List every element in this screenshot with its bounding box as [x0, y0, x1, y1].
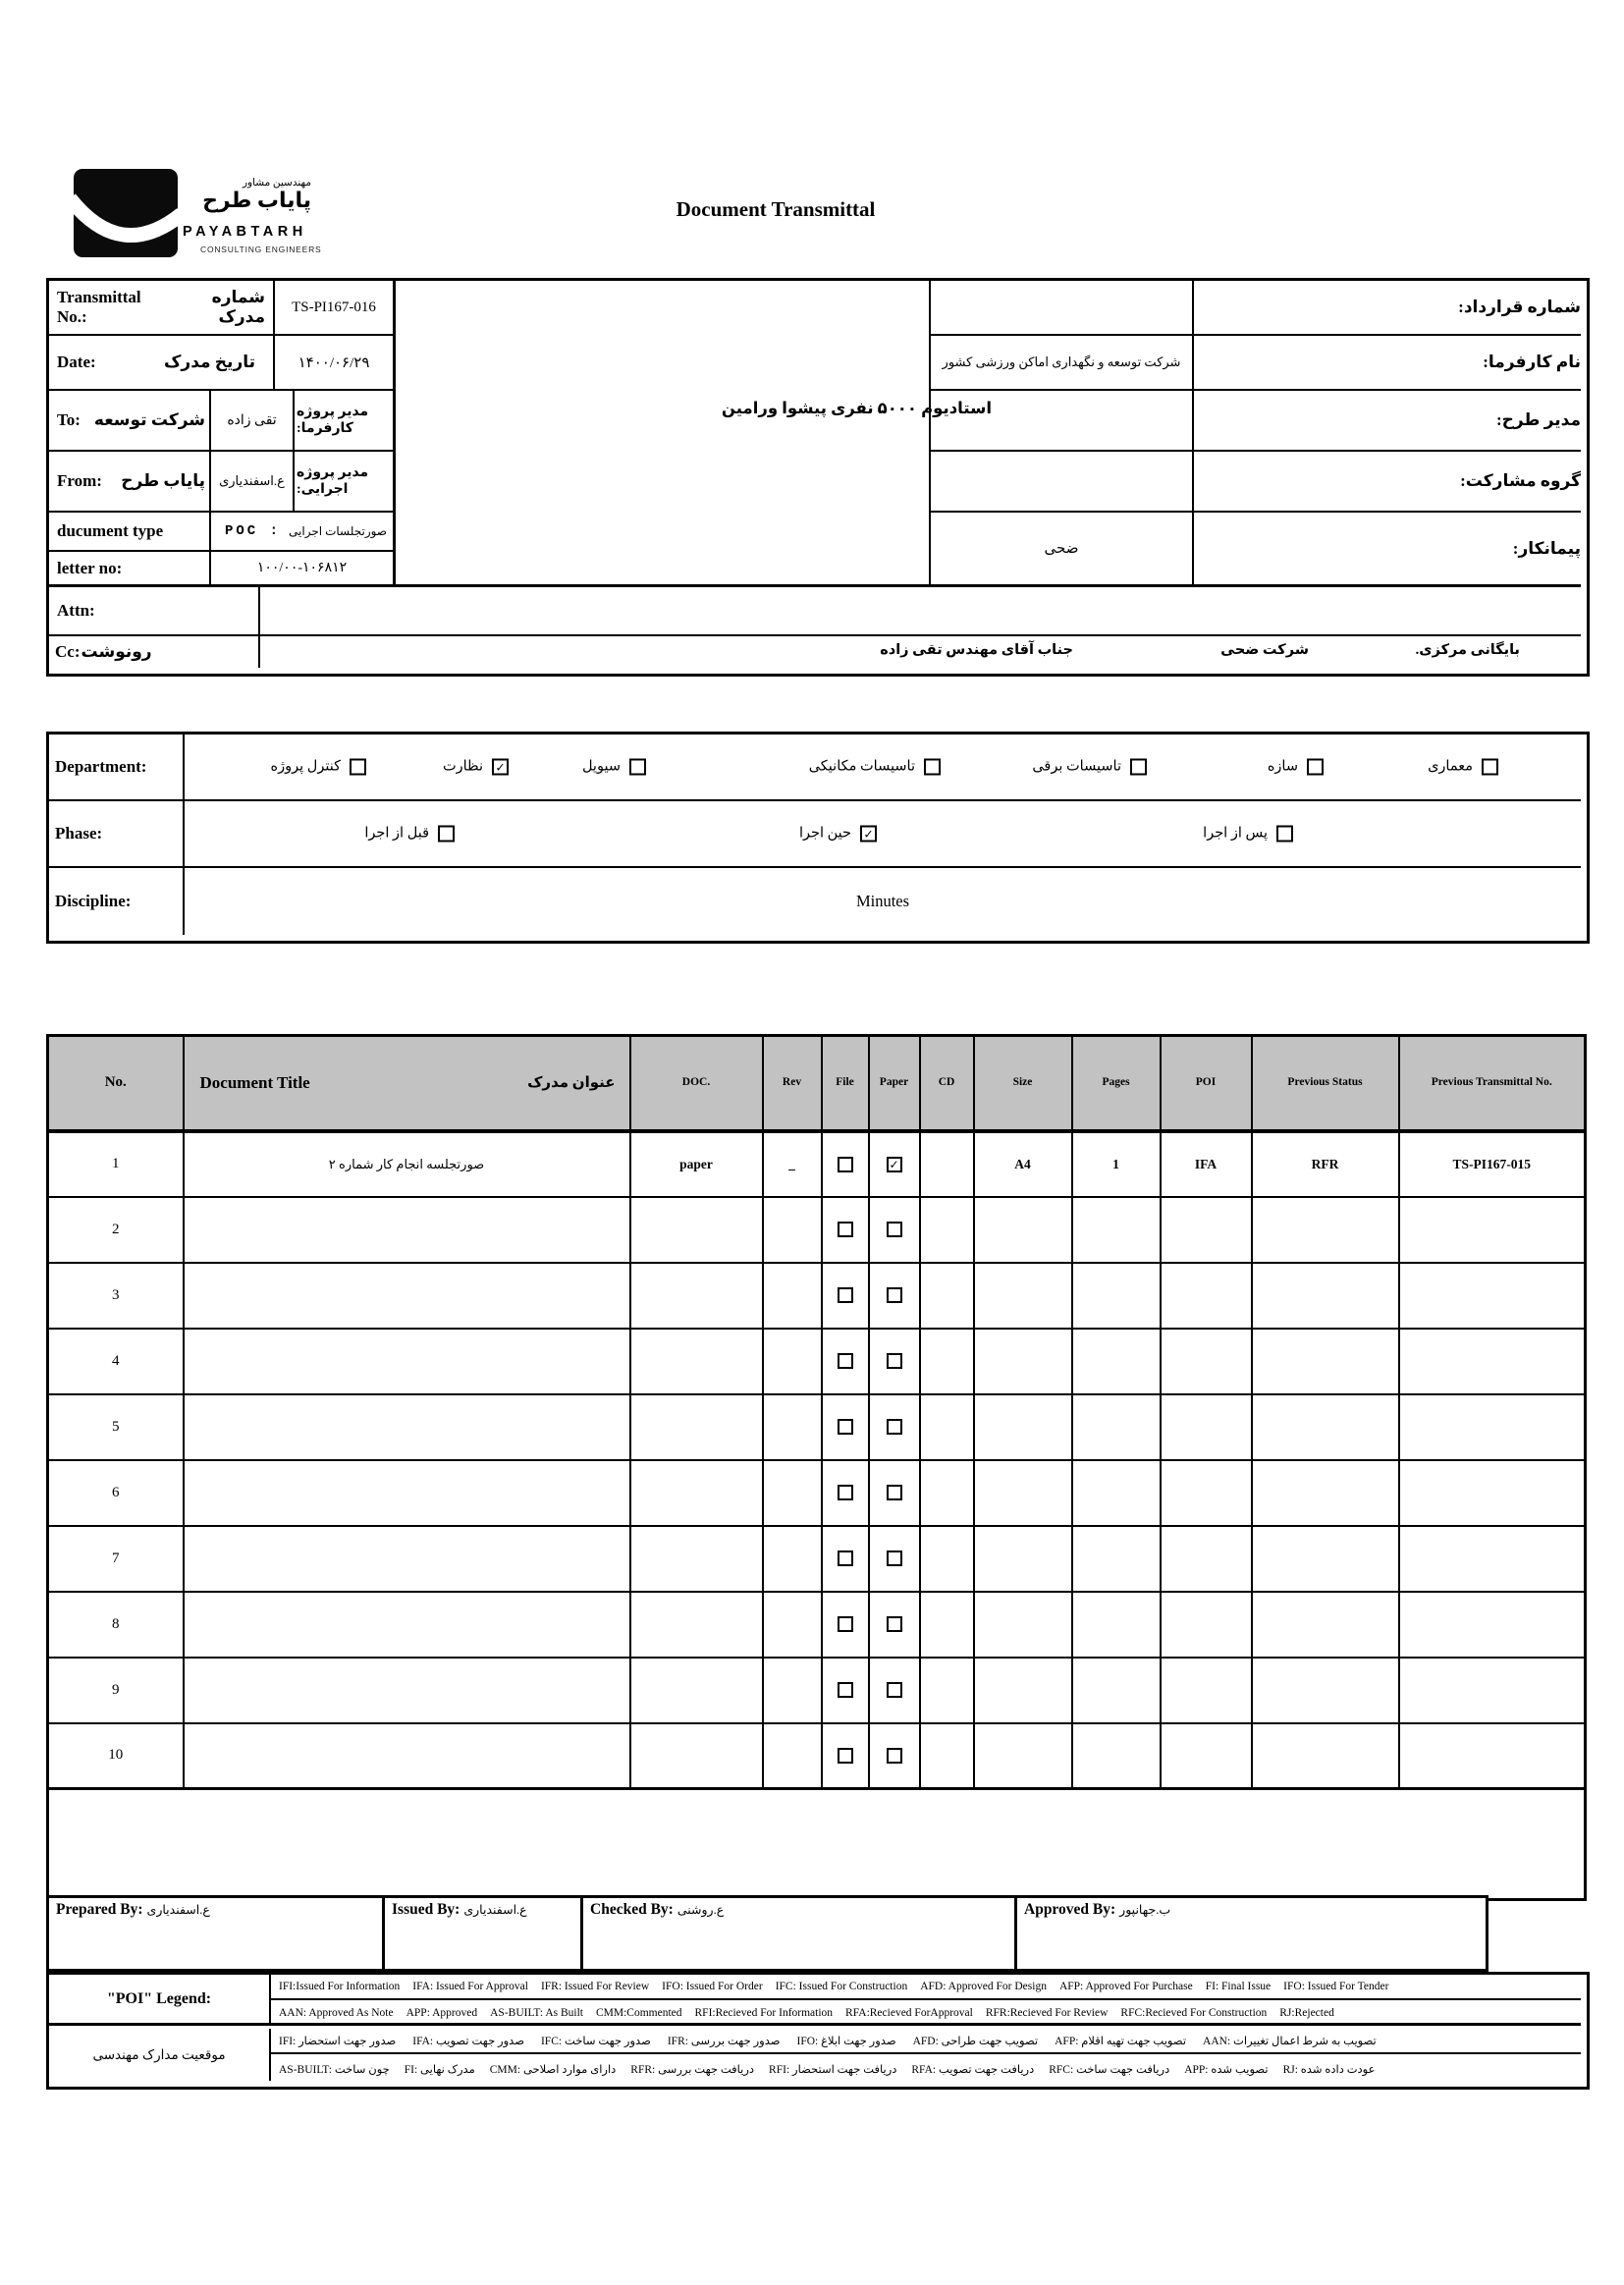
col-pages: Pages — [1072, 1036, 1161, 1131]
checked-by-box: Checked By: ع.روشنی — [580, 1895, 1017, 1972]
col-rev: Rev — [763, 1036, 822, 1131]
fa-legend-entry: IFR: صدور جهت بررسی — [667, 2036, 781, 2047]
poi-legend-entry: RFA:Recieved ForApproval — [845, 2006, 973, 2019]
col-doc: DOC. — [630, 1036, 763, 1131]
department-option — [1428, 759, 1498, 776]
poi-legend-entry: IFO: Issued For Tender — [1283, 1981, 1389, 1992]
department-checkbox[interactable] — [492, 759, 509, 776]
file-checkbox[interactable] — [838, 1748, 853, 1764]
table-row: 8 — [48, 1592, 1586, 1658]
fa-legend-entry: CMM: دارای موارد اصلاحی — [489, 2063, 617, 2076]
fa-legend-entry: IFI: صدور جهت استحضار — [279, 2036, 397, 2047]
phase-option — [1203, 826, 1293, 843]
department-checkbox[interactable] — [1130, 759, 1147, 776]
document-type-label: ducument type — [49, 513, 211, 552]
department-label: Department: — [49, 734, 185, 801]
file-checkbox[interactable] — [838, 1157, 853, 1172]
department-option — [582, 759, 646, 776]
transmittal-info-table — [46, 278, 1590, 677]
brand-en-tagline: CONSULTING ENGINEERS — [200, 245, 322, 254]
file-checkbox[interactable] — [838, 1287, 853, 1303]
file-checkbox[interactable] — [838, 1419, 853, 1435]
phase-checkbox[interactable] — [438, 826, 455, 843]
poi-legend-entry: CMM:Commented — [595, 2006, 682, 2019]
company-logo-icon — [74, 169, 178, 257]
table-row: 7 — [48, 1526, 1586, 1592]
col-cd: CD — [920, 1036, 974, 1131]
design-manager-label: مدیر طرح: — [1194, 391, 1581, 452]
department-checkbox[interactable] — [1482, 759, 1498, 776]
department-checkbox[interactable] — [350, 759, 366, 776]
table-row: 1 صورتجلسه انجام کار شماره ۲ paper _ ✓ A4 1 IFA RFR TS-PI167-015 — [48, 1131, 1586, 1197]
executive-pm-role-label: مدیر پروژه اجرایی: — [295, 452, 396, 513]
poi-legend-entry: AAN: Approved As Note — [279, 2006, 394, 2019]
transmittal-no-value: TS-PI167-016 — [275, 281, 396, 336]
paper-checkbox[interactable] — [887, 1287, 902, 1303]
department-option — [443, 759, 509, 776]
paper-checkbox[interactable] — [887, 1485, 902, 1500]
phase-option-label: پس از اجرا — [1203, 825, 1268, 842]
project-cell — [396, 281, 931, 587]
poi-legend-entry: AFP: Approved For Purchase — [1058, 1981, 1193, 1992]
col-title: Document Title عنوان مدرک — [184, 1036, 630, 1131]
discipline-label: Discipline: — [49, 868, 185, 935]
table-row: 6 — [48, 1460, 1586, 1526]
poi-legend-entry: IFO: Issued For Order — [662, 1981, 763, 1992]
paper-checkbox[interactable] — [887, 1616, 902, 1632]
table-row: 2 — [48, 1197, 1586, 1263]
paper-checkbox[interactable] — [887, 1682, 902, 1698]
fa-legend-entry: APP: تصویب شده — [1184, 2063, 1269, 2076]
fa-legend-entry: RJ: عودت داده شده — [1282, 2063, 1376, 2076]
poi-legend-entry: IFC: Issued For Construction — [775, 1981, 908, 1992]
table-row: 10 — [48, 1723, 1586, 1789]
poi-legend-entry: RFR:Recieved For Review — [985, 2006, 1109, 2019]
jv-group-label: گروه مشارکت: — [1194, 452, 1581, 513]
fa-legend-line2 — [271, 2056, 1581, 2081]
poi-legend-label: "POI" Legend: — [49, 1975, 271, 2026]
col-paper: Paper — [869, 1036, 920, 1131]
fa-legend-label: موقعیت مدارک مهندسی — [49, 2029, 271, 2081]
file-checkbox[interactable] — [838, 1616, 853, 1632]
prepared-by-box: Prepared By: ع.اسفندیاری — [46, 1895, 385, 1972]
contract-no-value — [931, 281, 1194, 336]
fa-legend-entry: RFR: دریافت جهت بررسی — [630, 2063, 755, 2076]
poi-legend-line2 — [271, 2002, 1581, 2026]
cc-label: Cc: رونوشت — [49, 636, 260, 668]
department-option-label: سیویل — [581, 758, 621, 775]
poi-legend-entry: AS-BUILT: As Built — [490, 2006, 583, 2019]
fa-legend-entry: RFC: دریافت جهت ساخت — [1049, 2063, 1170, 2076]
col-size: Size — [974, 1036, 1072, 1131]
table-row: 9 — [48, 1658, 1586, 1723]
fa-legend-entry: AFD: تصویب جهت طراحی — [912, 2036, 1039, 2047]
fa-legend-line1 — [271, 2029, 1581, 2054]
client-pm-name: تقی زاده — [211, 391, 295, 452]
page-title: Document Transmittal — [676, 197, 876, 221]
phase-option-label: قبل از اجرا — [364, 825, 429, 842]
brand-fa-name: پایاب طرح — [202, 188, 311, 212]
phase-label: Phase: — [49, 801, 185, 868]
department-option — [1032, 759, 1147, 776]
phase-checkbox[interactable] — [860, 826, 877, 843]
poi-legend-entry: FI: Final Issue — [1205, 1981, 1272, 1992]
letter-no-label: letter no: — [49, 552, 211, 587]
department-option-label: کنترل پروژه — [270, 758, 341, 775]
department-option-label: تاسیسات مکانیکی — [808, 758, 915, 775]
table-row: 4 — [48, 1329, 1586, 1394]
paper-checkbox[interactable] — [887, 1748, 902, 1764]
fa-legend-entry: IFA: صدور جهت تصویب — [412, 2036, 524, 2047]
contract-no-label: شماره قرارداد: — [1194, 281, 1581, 336]
paper-checkbox[interactable] — [887, 1222, 902, 1237]
project-name: استادیوم ۵۰۰۰ نفری پیشوا ورامین — [721, 399, 992, 417]
department-option-label: معماری — [1428, 758, 1473, 775]
department-checkbox[interactable] — [1307, 759, 1324, 776]
department-option — [271, 759, 366, 776]
poi-legend-line1 — [271, 1975, 1581, 2000]
attn-label: Attn: — [49, 587, 260, 636]
col-poi: POI — [1161, 1036, 1252, 1131]
document-table-header-row — [48, 1036, 1586, 1131]
poi-legend-entry: RFI:Recieved For Information — [694, 2006, 834, 2019]
contractor-value: ضحی — [931, 513, 1194, 587]
client-pm-role-label: مدیر پروژه کارفرما: — [295, 391, 396, 452]
department-checkbox[interactable] — [629, 759, 646, 776]
fa-legend-entry: RFI: دریافت جهت استحضار — [769, 2063, 897, 2076]
phase-checkbox[interactable] — [1276, 826, 1293, 843]
cc-item: جناب آقای مهندس تقی زاده — [880, 642, 1073, 658]
department-option-label: نظارت — [442, 758, 483, 775]
file-checkbox[interactable] — [838, 1551, 853, 1566]
design-manager-value — [931, 391, 1194, 452]
file-checkbox[interactable] — [838, 1485, 853, 1500]
transmittal-no-label: Transmittal No.: شماره مدرک — [49, 281, 275, 336]
fa-legend-entry: AS-BUILT: چون ساخت — [279, 2063, 390, 2076]
file-checkbox[interactable] — [838, 1353, 853, 1369]
poi-legend-entry: APP: Approved — [406, 2006, 478, 2019]
poi-legend-entry: IFA: Issued For Approval — [412, 1981, 528, 1992]
letter-no-value: ۱۰۰/۰۰-۱۰۶۸۱۲ — [211, 552, 396, 587]
fa-legend-entry: RFA: دریافت جهت تصویب — [911, 2063, 1035, 2076]
paper-checkbox[interactable] — [887, 1157, 902, 1172]
department-option — [809, 759, 941, 776]
department-option — [1268, 759, 1324, 776]
fa-legend-entry: IFO: صدور جهت ابلاغ — [796, 2036, 896, 2047]
department-options-row — [185, 734, 1581, 801]
brand-fa-tagline: مهندسین مشاور — [242, 178, 311, 189]
phase-option-label: حین اجرا — [798, 825, 851, 842]
from-field: From: پایاب طرح — [49, 452, 211, 513]
date-label: Date: تاریخ مدرک — [49, 336, 275, 391]
client-name-label: نام کارفرما: — [1194, 336, 1581, 391]
cc-item: بایگانی مرکزی. — [1415, 642, 1520, 658]
to-field: To: شرکت توسعه — [49, 391, 211, 452]
cc-item: شرکت ضحی — [1220, 642, 1309, 658]
signature-row — [46, 1895, 1489, 1972]
poi-legend-entry: IFI:Issued For Information — [279, 1981, 401, 1992]
col-prev-transmittal: Previous Transmittal No. — [1399, 1036, 1586, 1131]
client-name-value: شرکت توسعه و نگهداری اماکن ورزشی کشور — [931, 336, 1194, 391]
paper-checkbox[interactable] — [887, 1551, 902, 1566]
cc-value — [260, 636, 1581, 668]
document-type-value: POC : صورتجلسات اجرایی — [211, 513, 396, 552]
paper-checkbox[interactable] — [887, 1419, 902, 1435]
file-checkbox[interactable] — [838, 1222, 853, 1237]
poi-legend-entry: IFR: Issued For Review — [540, 1981, 650, 1992]
poi-legend-table — [46, 1972, 1590, 2090]
col-prev-status: Previous Status — [1252, 1036, 1399, 1131]
col-file: File — [822, 1036, 869, 1131]
fa-legend-entry: AAN: تصویب به شرط اعمال تغییرات — [1203, 2036, 1377, 2047]
phase-option — [364, 826, 455, 843]
poi-legend-entry: RJ:Rejected — [1279, 2006, 1334, 2019]
col-no: No. — [48, 1036, 184, 1131]
fa-legend-entry: FI: مدرک نهایی — [404, 2063, 475, 2076]
classification-table — [46, 732, 1590, 944]
poi-legend-entry: AFD: Approved For Design — [920, 1981, 1047, 1992]
file-checkbox[interactable] — [838, 1682, 853, 1698]
discipline-value: Minutes — [855, 892, 910, 910]
table-row: 3 — [48, 1263, 1586, 1329]
fa-legend-entry: IFC: صدور جهت ساخت — [540, 2036, 651, 2047]
approved-by-box: Approved By: ب.جهانپور — [1014, 1895, 1489, 1972]
remarks-empty-row — [48, 1789, 1586, 1900]
department-option-label: سازه — [1267, 758, 1298, 775]
phase-option — [799, 826, 877, 843]
phase-options-row — [185, 801, 1581, 868]
table-row: 5 — [48, 1394, 1586, 1460]
department-option-label: تاسیسات برقی — [1032, 758, 1121, 775]
executive-pm-name: ع.اسفندیاری — [211, 452, 295, 513]
poi-legend-entry: RFC:Recieved For Construction — [1120, 2006, 1268, 2019]
date-value: ۱۴۰۰/۰۶/۲۹ — [275, 336, 396, 391]
issued-by-box: Issued By: ع.اسفندیاری — [382, 1895, 583, 1972]
paper-checkbox[interactable] — [887, 1353, 902, 1369]
contractor-label: پیمانکار: — [1194, 513, 1581, 587]
brand-en-name: PAYABTARH — [183, 224, 307, 240]
fa-legend-entry: AFP: تصویب جهت تهیه اقلام — [1055, 2036, 1187, 2047]
jv-group-value — [931, 452, 1194, 513]
department-checkbox[interactable] — [924, 759, 941, 776]
document-list — [46, 1034, 1587, 1901]
document-table — [46, 1034, 1587, 1901]
attn-value[interactable] — [260, 587, 1581, 636]
